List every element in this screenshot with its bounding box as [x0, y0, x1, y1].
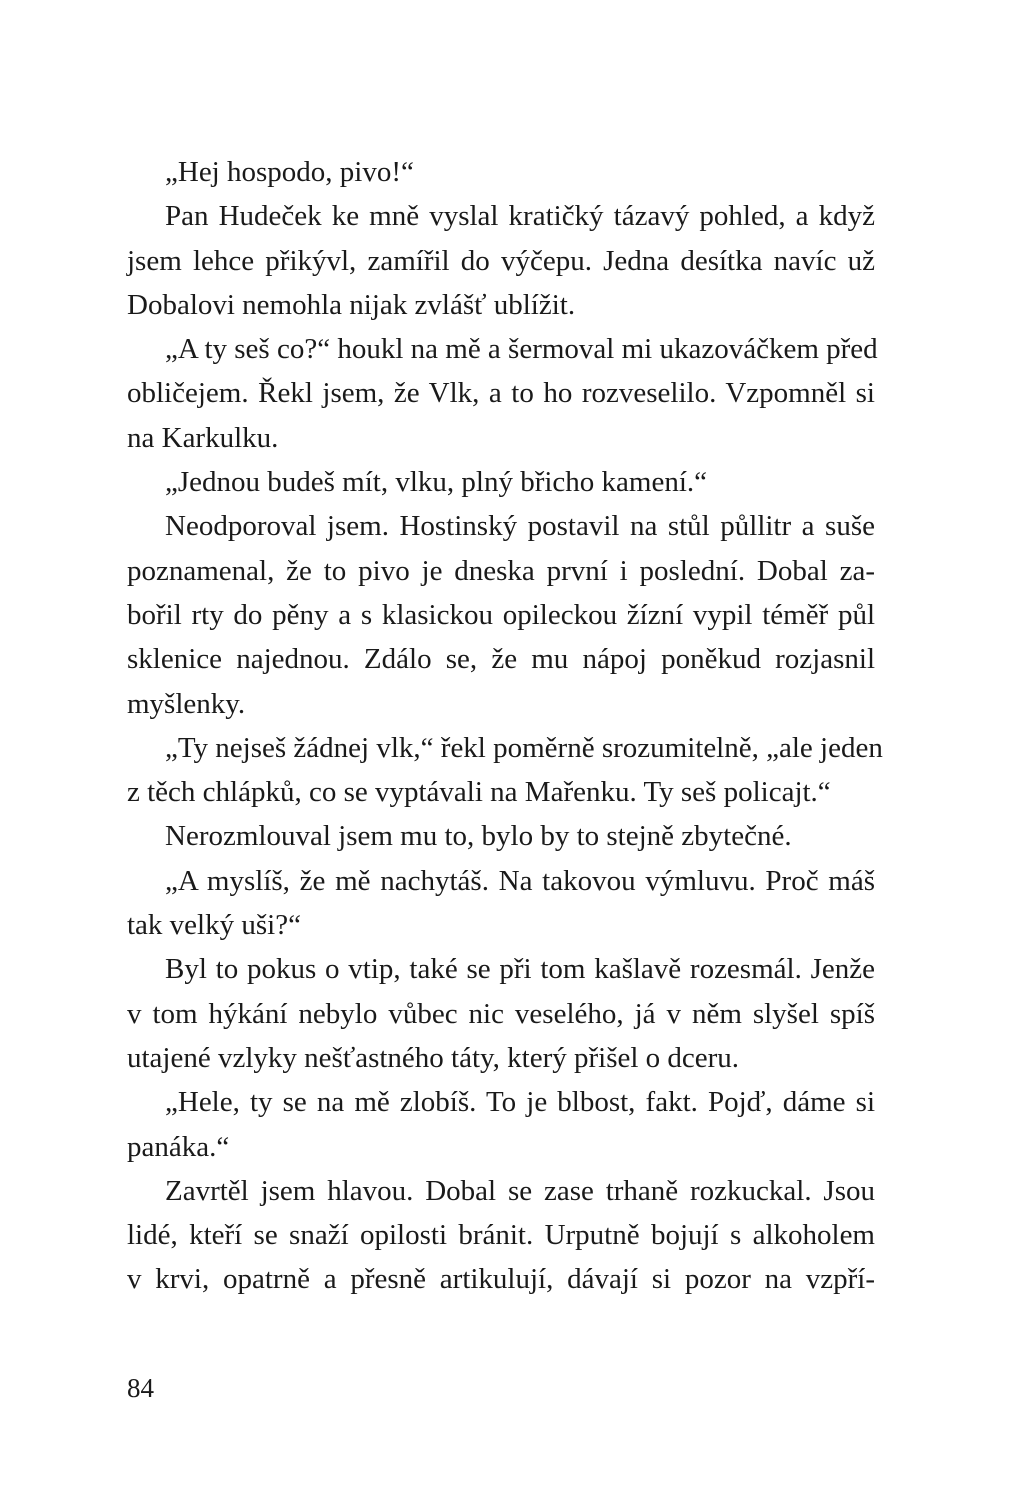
text-line: Neodporoval jsem. Hostinský postavil na stůl půllitr a suše	[165, 510, 875, 543]
body-text	[127, 150, 883, 1302]
text-line: lidé, kteří se snaží opilosti bránit. Urputně bojují s alkoholem	[127, 1219, 875, 1252]
text-line: bořil rty do pěny a s klasickou opileckou žízní vypil téměř půl	[127, 598, 875, 631]
text-line: Pan Hudeček ke mně vyslal kratičký tázavý pohled, a když	[165, 200, 875, 233]
text-line: obličejem. Řekl jsem, že Vlk, a to ho rozveselilo. Vzpomněl si	[127, 377, 875, 410]
text-line: myšlenky.	[127, 687, 246, 720]
text-line: utajené vzlyky nešťastného táty, který přišel o dceru.	[127, 1041, 740, 1074]
text-line: Dobalovi nemohla nijak zvlášť ublížit.	[127, 288, 576, 321]
text-line: tak velký uši?“	[127, 909, 301, 942]
text-line: sklenice najednou. Zdálo se, že mu nápoj poněkud rozjasnil	[127, 643, 875, 676]
text-line: z těch chlápků, co se vyptávali na Mařenku. Ty seš policajt.“	[127, 776, 831, 809]
text-line: v tom hýkání nebylo vůbec nic veselého, já v něm slyšel spíš	[127, 997, 875, 1030]
text-line: jsem lehce přikývl, zamířil do výčepu. Jedna desítka navíc už	[127, 244, 875, 277]
text-line: panáka.“	[127, 1130, 230, 1163]
text-line: „Hele, ty se na mě zlobíš. To je blbost, fakt. Pojď, dáme si	[165, 1086, 875, 1119]
text-line: „Jednou budeš mít, vlku, plný břicho kamení.“	[165, 466, 708, 499]
text-line: „A ty seš co?“ houkl na mě a šermoval mi ukazováčkem před	[165, 333, 878, 366]
text-line: „A myslíš, že mě nachytáš. Na takovou výmluvu. Proč máš	[165, 864, 875, 897]
text-line: Nerozmlouval jsem mu to, bylo by to stejně zbytečné.	[165, 820, 792, 853]
text-line: Byl to pokus o vtip, také se při tom kašlavě rozesmál. Jenže	[165, 953, 875, 986]
text-line: „Hej hospodo, pivo!“	[165, 156, 414, 188]
text-line: na Karkulku.	[127, 421, 279, 454]
text-line: Zavrtěl jsem hlavou. Dobal se zase trhaně rozkuckal. Jsou	[165, 1174, 875, 1207]
page-number: 84	[127, 1373, 154, 1403]
text-line: „Ty nejseš žádnej vlk,“ řekl poměrně srozumitelně, „ale jeden	[165, 731, 883, 764]
text-line: v krvi, opatrně a přesně artikulují, dávají si pozor na vzpří-	[127, 1263, 875, 1296]
text-line: poznamenal, že to pivo je dneska první i poslední. Dobal za-	[127, 554, 875, 587]
